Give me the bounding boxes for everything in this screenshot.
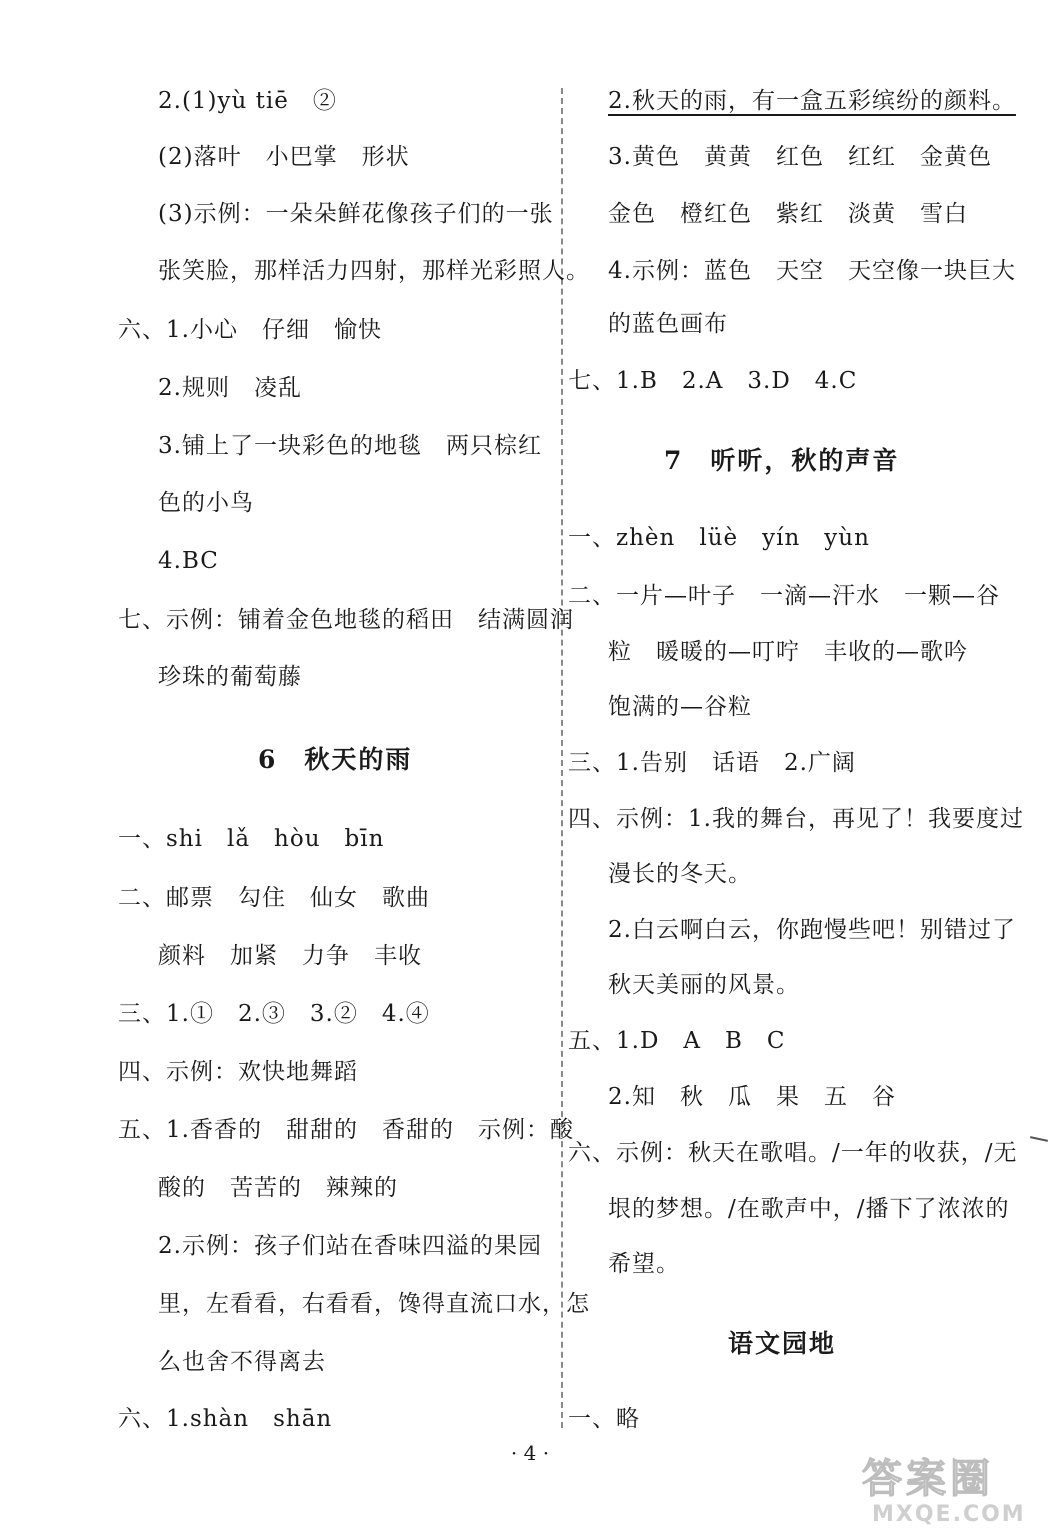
left-line-13: 一、shi lǎ hòu bīn [118,826,385,852]
right-line-16: 秋天美丽的风景。 [608,972,800,998]
right-line-4: 4.示例：蓝色 天空 天空像一块巨大 [608,258,1016,284]
page-number: · 4 · [510,1441,550,1465]
right-line-18: 2.知 秋 瓜 果 五 谷 [608,1084,896,1110]
left-line-16: 三、1.① 2.③ 3.② 4.④ [118,1001,430,1027]
watermark-cn-text: 答案圈 [862,1455,994,1502]
left-line-6: 2.规则 凌乱 [158,375,302,401]
left-line-15: 颜料 加紧 力争 丰收 [158,943,422,969]
watermark-url-text: MXQE.COM [872,1502,1026,1527]
right-line-14: 漫长的冬天。 [608,861,752,887]
right-line-20: 垠的梦想。/在歌声中，/播下了浓浓的 [608,1196,1010,1222]
right-line-17: 五、1.D A B C [568,1028,786,1054]
left-line-3: (3)示例：一朵朵鲜花像孩子们的一张 [158,201,554,227]
left-line-2: (2)落叶 小巴掌 形状 [158,144,410,170]
right-line-3: 金色 橙红色 紫红 淡黄 雪白 [608,201,968,227]
left-line-9: 4.BC [158,548,219,574]
left-line-14: 二、邮票 勾住 仙女 歌曲 [118,885,430,911]
right-line-21: 希望。 [608,1251,680,1277]
right-line-12: 三、1.告别 话语 2.广阔 [568,750,856,776]
left-line-19: 酸的 苦苦的 辣辣的 [158,1175,398,1201]
column-divider [561,88,563,1428]
left-line-17: 四、示例：欢快地舞蹈 [118,1059,358,1085]
left-line-11: 珍珠的葡萄藤 [158,664,302,690]
right-line-15: 2.白云啊白云，你跑慢些吧！别错过了 [608,917,1016,943]
stray-pen-mark [1030,1136,1048,1142]
left-line-7: 3.铺上了一块彩色的地毯 两只棕红 [158,433,542,459]
right-line-13: 四、示例：1.我的舞台，再见了！我要度过 [568,806,1024,832]
left-line-21: 里，左看看，右看看，馋得直流口水，怎 [158,1291,590,1317]
right-line-10: 粒 暖暖的—叮咛 丰收的—歌吟 [608,639,968,665]
section-heading-garden: 语文园地 [728,1329,837,1358]
watermark-logo [862,1456,1042,1530]
right-line-9: 二、一片—叶子 一滴—汗水 一颗—谷 [568,583,1000,609]
left-line-10: 七、示例：铺着金色地毯的稻田 结满圆润 [118,607,574,633]
left-line-23: 六、1.shàn shān [118,1406,333,1432]
section-heading-7: 7 听听，秋的声音 [664,446,900,475]
right-line-11: 饱满的—谷粒 [608,694,752,720]
right-line-2: 3.黄色 黄黄 红色 红红 金黄色 [608,144,992,170]
left-line-8: 色的小鸟 [158,490,254,516]
left-line-22: 么也舍不得离去 [158,1349,326,1375]
left-line-20: 2.示例：孩子们站在香味四溢的果园 [158,1233,542,1259]
right-line-23: 一、略 [568,1406,640,1432]
right-line-8: 一、zhèn lüè yín yùn [568,525,870,551]
right-line-6: 七、1.B 2.A 3.D 4.C [568,368,858,394]
right-line-1: 2.秋天的雨，有一盒五彩缤纷的颜料。 [608,88,1016,114]
left-line-18: 五、1.香香的 甜甜的 香甜的 示例：酸 [118,1117,574,1143]
section-heading-6: 6 秋天的雨 [258,745,413,774]
right-line-5: 的蓝色画布 [608,311,728,337]
left-line-5: 六、1.小心 仔细 愉快 [118,317,382,343]
left-line-1: 2.(1)yù tiē ② [158,88,337,114]
right-line-19: 六、示例：秋天在歌唱。/一年的收获，/无 [568,1140,1018,1166]
left-line-4: 张笑脸，那样活力四射，那样光彩照人。 [158,258,590,284]
